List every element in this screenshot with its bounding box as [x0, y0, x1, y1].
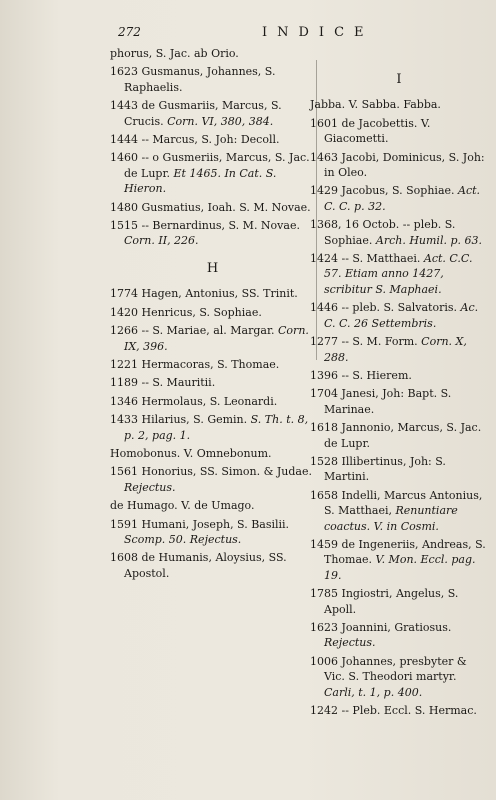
index-entry	[110, 517, 315, 548]
index-entry	[310, 620, 488, 651]
entry-text: 1396 -- S. Hierem.	[310, 368, 412, 382]
entry-text: 1601 de Jacobettis. V. Giacometti.	[310, 116, 431, 146]
entry-text: 1480 Gusmatius, Ioah. S. M. Novae.	[110, 200, 311, 214]
entry-reference: Corn. II, 226.	[124, 234, 199, 248]
entry-reference: S. Th. t. 8, p. 2, pag. 1.	[124, 413, 309, 442]
section-heading-i: I	[396, 72, 402, 87]
left-entries-h	[110, 286, 315, 581]
entry-text: 1433 Hilarius, S. Gemin.	[110, 413, 248, 427]
entry-text: 1774 Hagen, Antonius, SS. Trinit.	[110, 287, 298, 301]
running-head	[0, 25, 496, 45]
index-entry	[110, 132, 315, 147]
entry-reference: Act. C.C. 57. Etiam anno 1427, scribitur S. Maphaei.	[324, 252, 473, 296]
entry-text: 1623 Joannini, Gratiosus.	[310, 621, 452, 634]
entry-text: 1346 Hermolaus, S. Leonardi.	[110, 394, 278, 408]
index-entry	[110, 98, 315, 129]
index-entry	[110, 446, 315, 461]
entry-reference: Ac. C. C. 26 Settembris.	[324, 301, 479, 330]
index-entry	[310, 654, 488, 700]
index-entry	[310, 150, 488, 181]
entry-text: 1368, 16 Octob. -- pleb. S. Sophiae.	[310, 218, 456, 247]
entry-reference: Scomp. 50. Rejectus.	[124, 532, 242, 546]
entry-reference: Corn. IX, 396.	[124, 324, 309, 353]
entry-reference: V. Mon. Eccl. pag. 19.	[324, 553, 476, 582]
index-entry	[110, 550, 315, 581]
entry-text: 1591 Humani, Joseph, S. Basilii.	[110, 517, 290, 531]
index-entry	[310, 586, 488, 617]
index-entry	[310, 420, 488, 451]
left-entries-g	[110, 46, 315, 249]
entry-text: Jabba. V. Sabba. Fabba.	[310, 98, 441, 112]
index-entry	[310, 97, 488, 112]
index-entry	[110, 464, 315, 495]
entry-text: 1460 -- o Gusmeriis, Marcus, S. Jac. de Lupr.	[110, 151, 310, 180]
index-entry	[110, 305, 315, 320]
entry-reference: Corn. VI, 380, 384.	[167, 114, 274, 128]
entry-reference: Arch. Humil. p. 63.	[375, 233, 482, 247]
entry-text: 1444 -- Marcus, S. Joh: Decoll.	[110, 133, 280, 147]
index-entry	[110, 375, 315, 390]
running-title: INDICE	[262, 25, 374, 40]
index-entry	[310, 488, 488, 534]
entry-reference: Et 1465. In Cat. S. Hieron.	[124, 166, 277, 196]
index-entry	[110, 498, 315, 513]
entry-text: 1515 -- Bernardinus, S. M. Novae.	[110, 219, 300, 233]
left-column	[110, 46, 315, 584]
index-entry	[310, 251, 488, 297]
index-entry	[310, 537, 488, 583]
index-entry	[110, 200, 315, 215]
index-entry	[310, 217, 488, 248]
index-entry	[110, 46, 315, 61]
entry-text: 1006 Johannes, presbyter & Vic. S. Theodori martyr.	[310, 654, 467, 684]
index-entry	[310, 334, 488, 365]
entry-text: 1446 -- pleb. S. Salvatoris.	[310, 301, 458, 315]
index-entry	[110, 357, 315, 372]
page-number: 272	[118, 25, 141, 39]
section-heading-h: H	[206, 260, 219, 276]
index-entry	[310, 386, 488, 417]
entry-text: 1623 Gusmanus, Johannes, S. Raphaelis.	[110, 65, 276, 94]
entry-text: 1277 -- S. M. Form.	[310, 335, 418, 349]
index-entry	[110, 394, 315, 409]
entry-text: 1189 -- S. Mauritii.	[110, 376, 216, 390]
entry-text: 1528 Illibertinus, Joh: S. Martini.	[310, 454, 446, 484]
entry-text: 1561 Honorius, SS. Simon. & Judae.	[110, 465, 312, 479]
entry-text: 1459 de Ingeneriis, Andreas, S. Thomae.	[310, 537, 486, 567]
entry-text: 1618 Jannonio, Marcus, S. Jac. de Lupr.	[310, 421, 482, 450]
entry-text: 1658 Indelli, Marcus Antonius, S. Matthaei,	[310, 488, 483, 518]
entry-text: 1221 Hermacoras, S. Thomae.	[110, 357, 280, 371]
index-entry	[110, 64, 315, 95]
entry-reference: Rejectus.	[124, 480, 176, 494]
index-entry	[110, 412, 315, 443]
index-entry	[110, 286, 315, 301]
index-entry	[110, 218, 315, 249]
index-entry	[310, 368, 488, 383]
index-entry	[310, 703, 488, 718]
entry-reference: Carli, t. 1, p. 400.	[324, 685, 423, 699]
entry-reference: Corn. X, 288.	[324, 335, 467, 364]
entry-text: 1424 -- S. Matthaei.	[310, 252, 421, 266]
entry-text: 1242 -- Pleb. Eccl. S. Hermac.	[310, 704, 477, 718]
index-entry	[310, 300, 488, 331]
index-entry	[110, 150, 315, 196]
entry-text: 1420 Henricus, S. Sophiae.	[110, 305, 262, 319]
index-entry	[110, 323, 315, 354]
index-entry	[310, 454, 488, 485]
entry-reference: Rejectus.	[324, 636, 376, 650]
entry-text: 1266 -- S. Mariae, al. Margar.	[110, 324, 275, 338]
right-column	[310, 46, 488, 721]
entry-text: 1785 Ingiostri, Angelus, S. Apoll.	[310, 587, 459, 616]
entry-reference: Act. C. C. p. 32.	[324, 184, 481, 213]
index-entry	[310, 116, 488, 147]
entry-text: 1443 de Gusmariis, Marcus, S. Crucis.	[110, 99, 282, 128]
entry-text: de Humago. V. de Umago.	[110, 499, 255, 513]
right-entries-i	[310, 97, 488, 718]
index-entry	[310, 183, 488, 214]
entry-text: 1429 Jacobus, S. Sophiae.	[310, 184, 455, 198]
entry-text: Homobonus. V. Omnebonum.	[110, 446, 272, 460]
entry-text: 1608 de Humanis, Aloysius, SS. Apostol.	[110, 551, 287, 580]
entry-text: 1704 Janesi, Joh: Bapt. S. Marinae.	[310, 387, 452, 416]
entry-reference: Renuntiare coactus. V. in Cosmi.	[324, 504, 458, 533]
entry-text: phorus, S. Jac. ab Orio.	[110, 47, 239, 60]
entry-text: 1463 Jacobi, Dominicus, S. Joh: in Oleo.	[310, 150, 485, 180]
